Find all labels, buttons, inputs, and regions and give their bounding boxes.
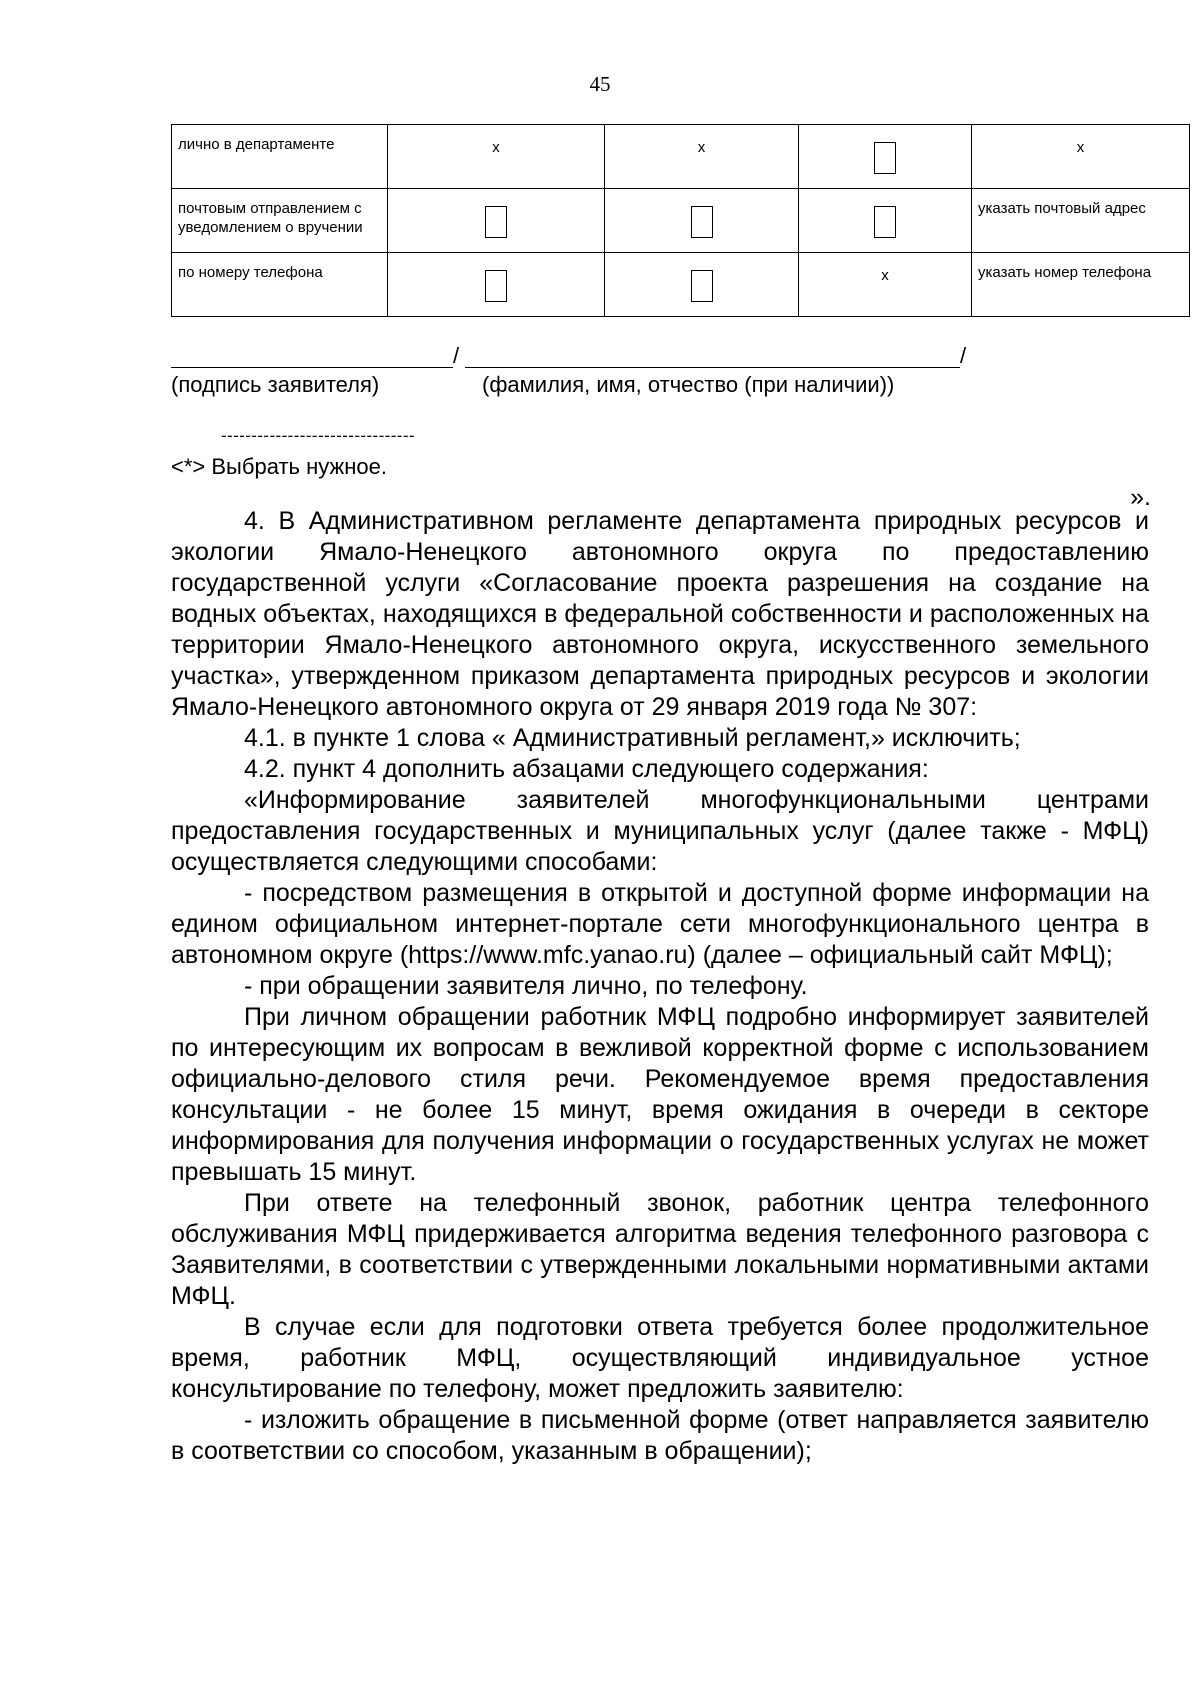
paragraph: «Информирование заявителей многофункциональными центрами предоставления государственных и муниципальных услуг (далее также - МФЦ) осуществляется следующими способами: (171, 786, 1149, 876)
paragraph: - изложить обращение в письменной форме (ответ направляется заявителю в соответствии со способом, указанным в обращении); (171, 1406, 1149, 1465)
signature-caption: (подпись заявителя) (171, 372, 380, 397)
cross-mark: x (1076, 139, 1085, 156)
cross-mark: x (492, 139, 500, 156)
cross-mark: x (697, 139, 706, 156)
checkbox[interactable] (485, 270, 507, 302)
method-cell (172, 125, 388, 189)
full-name-caption: (фамилия, имя, отчество (при наличии)) (482, 372, 895, 397)
table-row (172, 125, 1190, 189)
paragraph: При личном обращении работник МФЦ подробно информирует заявителей по интересующим их вопросам в вежливой корректной форме с использованием официально-делового стиля речи. Рекомендуемое время предоставления консультации - не более 15 минут, время ожидания в очереди в секторе информирования для получения информации о государственных услугах не может превышать 15 минут. (171, 1003, 1149, 1186)
checkbox[interactable] (485, 206, 507, 238)
table-row (172, 253, 1190, 317)
option-cell (388, 125, 605, 189)
option-cell (799, 253, 972, 317)
cell-note: указать почтовый адрес (978, 200, 1146, 217)
option-cell (799, 189, 972, 253)
document-body (171, 506, 1149, 1467)
method-label: почтовым отправлением с уведомлением о вручении (178, 200, 363, 236)
signature-separator: / (453, 343, 460, 368)
option-cell (799, 125, 972, 189)
paragraph: - посредством размещения в открытой и доступной форме информации на едином официальном интернет-портале сети многофункционального центра в автономном округе (https://www.mfc.yanao.ru) (далее – официальный сайт МФЦ); (171, 879, 1149, 969)
checkbox[interactable] (691, 206, 713, 238)
method-cell (172, 189, 388, 253)
option-cell (605, 125, 799, 189)
paragraph: При ответе на телефонный звонок, работник центра телефонного обслуживания МФЦ придерживается алгоритма ведения телефонного разговора с Заявителями, в соответствии с утвержденными локальными нормативными актами МФЦ. (171, 1189, 1149, 1310)
method-label: по номеру телефона (178, 264, 323, 281)
paragraph: 4.1. в пункте 1 слова « Административный регламент,» исключить; (244, 724, 1021, 752)
full-name-line (465, 367, 960, 368)
cell-note: указать номер телефона (978, 264, 1152, 281)
paragraph: В случае если для подготовки ответа требуется более продолжительное время, работник МФЦ, осуществляющий индивидуальное устное консультирование по телефону, может предложить заявителю: (171, 1313, 1149, 1403)
signature-line (171, 367, 453, 368)
cross-mark: x (881, 267, 889, 284)
closing-quote: ». (1130, 483, 1151, 511)
checkbox[interactable] (874, 142, 896, 174)
option-cell (605, 253, 799, 317)
method-cell (172, 253, 388, 317)
table-row (172, 189, 1190, 253)
checkbox[interactable] (691, 270, 713, 302)
paragraph: 4. В Административном регламенте департамента природных ресурсов и экологии Ямало-Ненецкого автономного округа по предоставлению государственной услуги «Согласование проекта разрешения на создание на водных объектах, находящихся в федеральной собственности и расположенных на территории Ямало-Ненецкого автономного округа, искусственного земельного участка», утвержденном приказом департамента природных ресурсов и экологии Ямало-Ненецкого автономного округа от 29 января 2019 года № 307: (171, 507, 1149, 721)
method-label: лично в департаменте (178, 136, 335, 153)
paragraph: - при обращении заявителя лично, по телефону. (244, 972, 808, 1000)
paragraph: 4.2. пункт 4 дополнить абзацами следующего содержания: (244, 755, 929, 783)
page-number: 45 (589, 72, 611, 96)
option-cell (972, 189, 1190, 253)
checkbox[interactable] (874, 206, 896, 238)
footnote-separator: -------------------------------- (221, 426, 415, 445)
option-cell (388, 189, 605, 253)
full-name-end-slash: / (960, 343, 967, 368)
option-cell (972, 253, 1190, 317)
footnote: <*> Выбрать нужное. (171, 454, 387, 479)
option-cell (388, 253, 605, 317)
delivery-method-table (171, 124, 1190, 317)
option-cell (972, 125, 1190, 189)
option-cell (605, 189, 799, 253)
